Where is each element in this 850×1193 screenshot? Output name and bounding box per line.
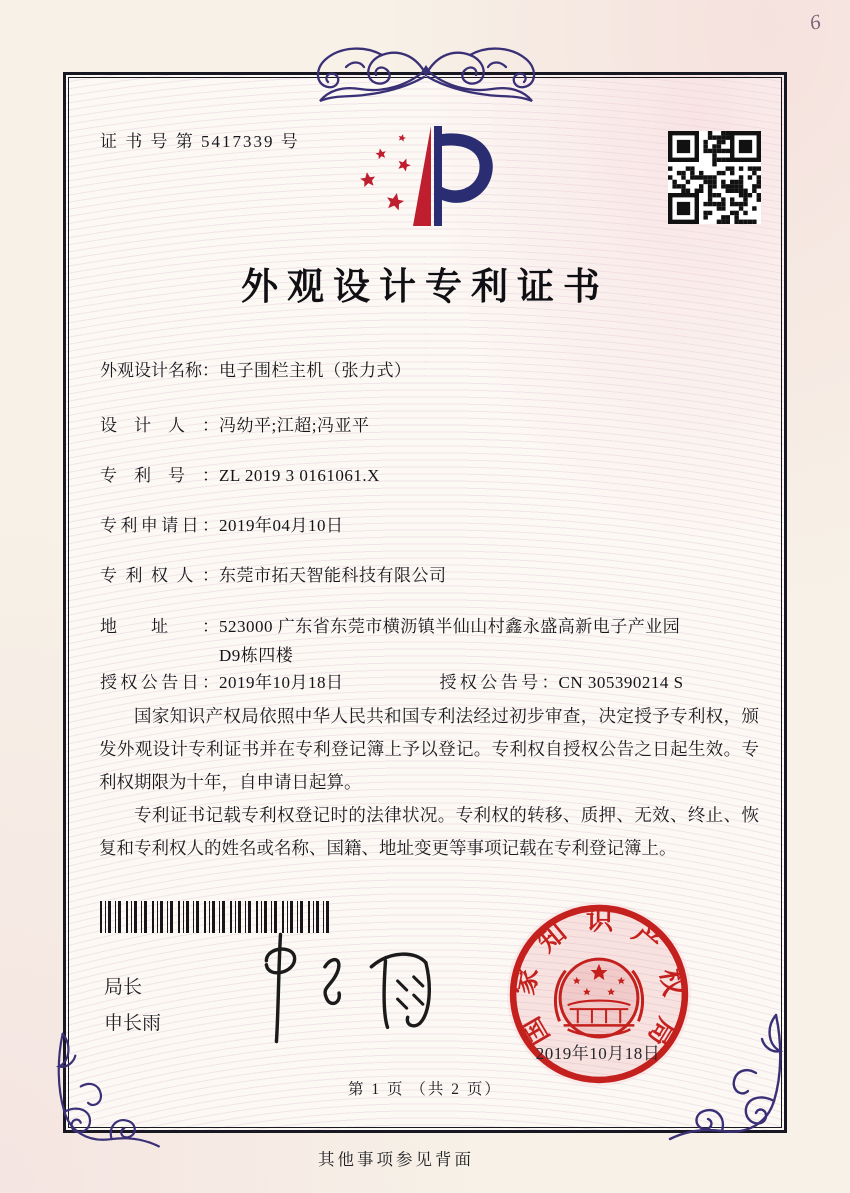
field-label: 专利申请日： [100, 516, 219, 535]
field-designer [100, 411, 369, 440]
commissioner-handwritten-signature [228, 928, 440, 1050]
page-number: 第 1 页 （共 2 页） [348, 1081, 502, 1098]
field-value: 电子围栏主机（张力式） [219, 361, 412, 380]
seal-date: 2019年10月18日 [535, 1044, 661, 1063]
field-value: 2019年04月10日 [219, 516, 344, 535]
field-value: 冯幼平;江超;冯亚平 [219, 416, 370, 435]
commissioner-title: 局长 [104, 977, 143, 998]
field-label: 专利号： [100, 466, 219, 485]
field-filing-date [100, 511, 344, 540]
field-label: 设计人： [100, 416, 219, 435]
field-address [100, 612, 697, 670]
handwritten-corner-mark: 6 [807, 9, 823, 35]
field-label: 授权公告日： [100, 673, 219, 692]
field-value: 523000 广东省东莞市横沥镇半仙山村鑫永盛高新电子产业园D9栋四楼 [219, 617, 681, 665]
field-label: 授权公告号： [439, 673, 559, 692]
certificate-number: 证 书 号 第 5417339 号 [100, 132, 300, 151]
top-flourish-ornament-icon [306, 45, 546, 105]
field-label: 专利权人： [100, 566, 219, 585]
field-grant-row [100, 668, 684, 697]
legal-paragraph-2: 专利证书记载专利权登记时的法律状况。专利权的转移、质押、无效、终止、恢复和专利权人的姓名或名称、国籍、地址变更等事项记载在专利登记簿上。 [99, 805, 759, 858]
legal-paragraph-1: 国家知识产权局依照中华人民共和国专利法经过初步审查，决定授予专利权，颁发外观设计专利证书并在专利登记簿上予以登记。专利权自授权公告之日起生效。专利权期限为十年，自申请日起算。 [99, 706, 759, 792]
field-value: 2019年10月18日 [219, 673, 344, 692]
field-label: 地址： [100, 617, 219, 636]
commissioner-name: 申长雨 [104, 1013, 162, 1034]
certificate-title: 外观设计专利证书 [241, 267, 609, 308]
seal-ring-text: 国家知识产权局 [509, 905, 689, 1052]
field-patentee [100, 561, 447, 590]
field-value: 东莞市拓天智能科技有限公司 [219, 566, 447, 585]
field-value: ZL 2019 3 0161061.X [219, 466, 380, 485]
field-design-name [100, 356, 412, 385]
field-value: CN 305390214 S [558, 673, 684, 692]
field-label: 外观设计名称： [100, 361, 219, 380]
back-side-note: 其他事项参见背面 [318, 1150, 474, 1169]
legal-text [99, 700, 759, 865]
qr-code [668, 131, 761, 224]
cnipa-logo-icon [342, 120, 508, 238]
field-patent-number [100, 461, 380, 490]
